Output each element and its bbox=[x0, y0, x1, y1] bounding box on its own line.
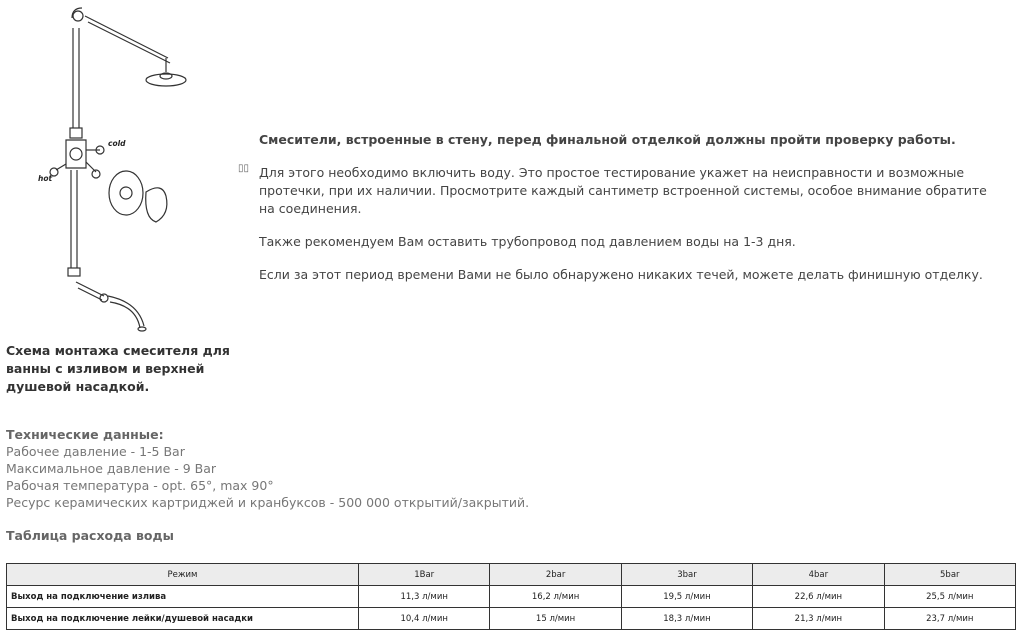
column-header: 1Bar bbox=[359, 564, 490, 586]
intro-paragraph-1: Для этого необходимо включить воду. Это простое тестирование укажет на неисправности и возможные протечки, при их наличии. Просмотрите каждый сантиметр встроенной системы, особое внимание обратите на соединения. bbox=[259, 165, 987, 216]
table-cell: 11,3 л/мин bbox=[359, 586, 490, 608]
installation-diagram bbox=[0, 0, 240, 340]
table-cell: 18,3 л/мин bbox=[621, 608, 752, 630]
table-cell: 15 л/мин bbox=[490, 608, 621, 630]
diagram-caption: Схема монтажа смесителя для ванны с изливом и верхней душевой насадкой. bbox=[6, 343, 230, 394]
column-header: 3bar bbox=[621, 564, 752, 586]
table-cell: 21,3 л/мин bbox=[753, 608, 884, 630]
specs-title: Технические данные: bbox=[6, 427, 164, 442]
spec-line: Рабочее давление - 1-5 Bar bbox=[6, 444, 185, 459]
mixer-schematic bbox=[0, 0, 240, 340]
flow-table-title: Таблица расхода воды bbox=[6, 528, 174, 543]
column-header: Режим bbox=[7, 564, 359, 586]
table-cell: 16,2 л/мин bbox=[490, 586, 621, 608]
spec-line: Ресурс керамических картриджей и кранбуксов - 500 000 открытий/закрытий. bbox=[6, 495, 530, 510]
intro-heading: Смесители, встроенные в стену, перед финальной отделкой должны пройти проверку работы. bbox=[259, 132, 956, 147]
table-header-row bbox=[7, 564, 1016, 586]
intro-paragraph-3: Если за этот период времени Вами не было обнаружено никаких течей, можете делать финишную отделку. bbox=[259, 267, 983, 282]
table-cell: 25,5 л/мин bbox=[884, 586, 1015, 608]
flow-table bbox=[6, 563, 1016, 630]
technical-specs bbox=[6, 426, 529, 511]
table-cell: 22,6 л/мин bbox=[753, 586, 884, 608]
row-label: Выход на подключение излива bbox=[7, 586, 359, 608]
row-label: Выход на подключение лейки/душевой насадки bbox=[7, 608, 359, 630]
table-row bbox=[7, 586, 1016, 608]
image-placeholder-icon: ▯▯ bbox=[238, 163, 250, 174]
table-cell: 19,5 л/мин bbox=[621, 586, 752, 608]
spec-line: Максимальное давление - 9 Bar bbox=[6, 461, 217, 476]
column-header: 5bar bbox=[884, 564, 1015, 586]
intro-section bbox=[259, 131, 1004, 299]
cold-label: cold bbox=[108, 139, 126, 148]
intro-paragraph-2: Также рекомендуем Вам оставить трубопровод под давлением воды на 1-3 дня. bbox=[259, 234, 796, 249]
table-cell: 10,4 л/мин bbox=[359, 608, 490, 630]
table-cell: 23,7 л/мин bbox=[884, 608, 1015, 630]
table-row bbox=[7, 608, 1016, 630]
column-header: 2bar bbox=[490, 564, 621, 586]
spec-line: Рабочая температура - opt. 65°, max 90° bbox=[6, 478, 274, 493]
column-header: 4bar bbox=[753, 564, 884, 586]
hot-label: hot bbox=[38, 174, 53, 183]
